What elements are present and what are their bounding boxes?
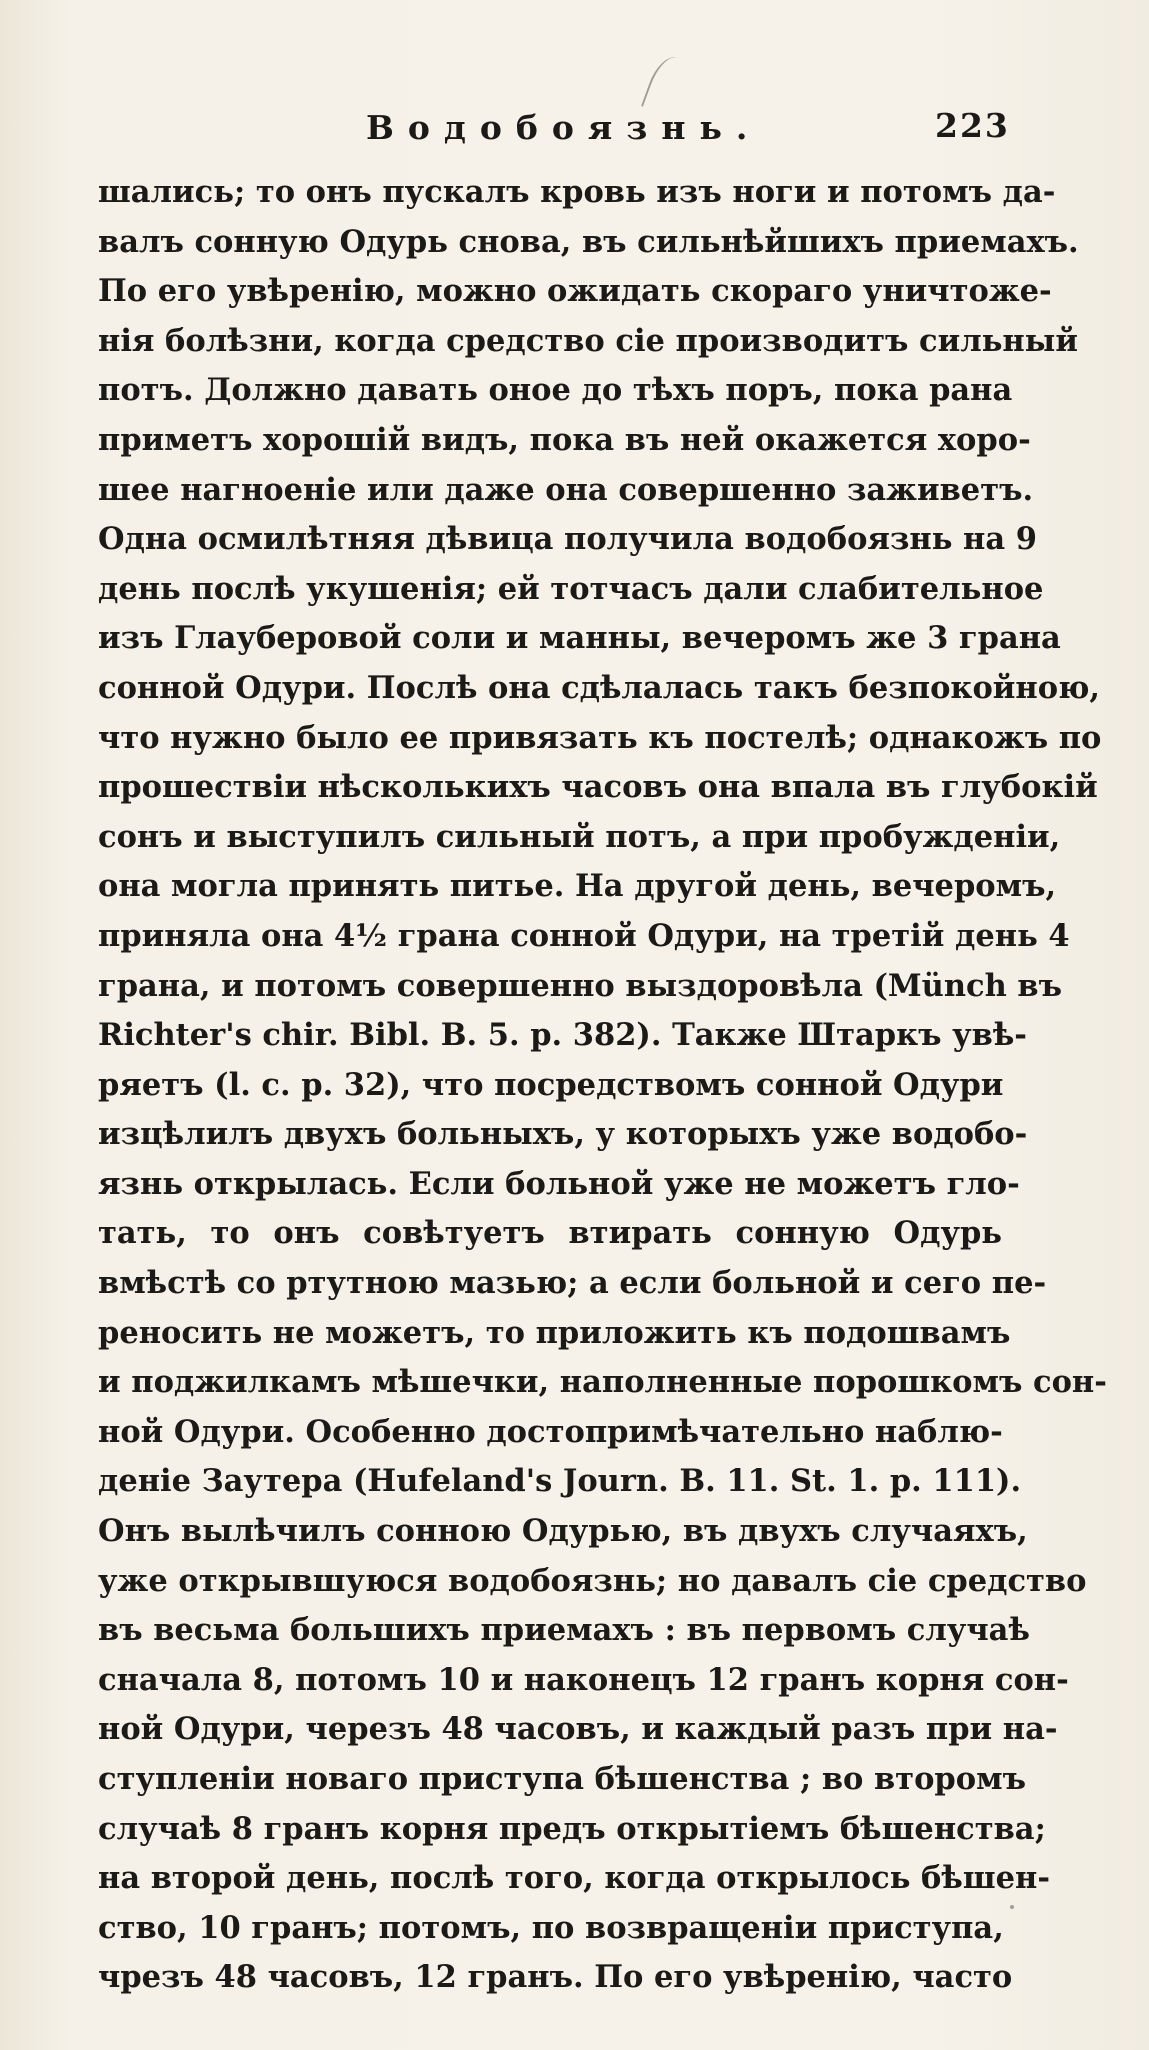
ink-mark — [641, 52, 689, 117]
text-line: уже открывшуюся водобоязнь; но давалъ сіе средство — [98, 1562, 1087, 1599]
text-line: случаѣ 8 гранъ корня предъ открытіемъ бѣшенства; — [98, 1810, 1046, 1847]
page-number: 223 — [935, 106, 1010, 145]
text-line: шее нагноеніе или даже она совершенно заживетъ. — [98, 471, 1034, 508]
text-line: ство, 10 гранъ; потомъ, по возвращеніи приступа, — [98, 1909, 1004, 1946]
text-line: приняла она 4½ грана сонной Одури, на третій день 4 — [98, 917, 1070, 954]
text-line: приметъ хорошій видъ, пока въ ней окажется хоро- — [98, 421, 1031, 458]
text-line: вмѣстѣ со ртутною мазью; а если больной и сего пе- — [98, 1265, 1047, 1302]
text-line: язнь открылась. Если больной уже не можетъ гло- — [98, 1165, 1020, 1202]
text-line: прошествіи нѣсколькихъ часовъ она впала въ глубокій — [98, 769, 1098, 806]
body-text — [98, 168, 1107, 2003]
text-line: она могла принять питье. На другой день, вечеромъ, — [98, 868, 1057, 905]
text-line: изъ Глауберовой соли и манны, вечеромъ же 3 грана — [98, 620, 1061, 657]
text-line: сонъ и выступилъ сильный потъ, а при пробужденіи, — [98, 818, 1061, 855]
paper-speck — [1010, 1905, 1014, 1909]
text-line: чрезъ 48 часовъ, 12 гранъ. По его увѣренію, часто — [98, 1959, 1013, 1996]
text-line: Онъ вылѣчилъ сонною Одурью, въ двухъ случаяхъ, — [98, 1513, 1028, 1550]
text-line: шались; то онъ пускалъ кровь изъ ноги и потомъ да- — [98, 174, 1056, 210]
text-line: ной Одури. Особенно достопримѣчательно наблю- — [98, 1413, 1003, 1450]
text-line: ступленіи новаго приступа бѣшенства ; во второмъ — [98, 1761, 1026, 1797]
text-line: и поджилкамъ мѣшечки, наполненные порошкомъ сон- — [98, 1364, 1107, 1401]
text-line: нія болѣзни, когда средство сіе производитъ сильный — [98, 322, 1078, 359]
text-line: По его увѣренію, можно ожидать скораго уничтоже- — [98, 273, 1052, 310]
text-line: Richter's chir. Bibl. B. 5. p. 382). Также Штаркъ увѣ- — [98, 1017, 1027, 1054]
text-line: изцѣлилъ двухъ больныхъ, у которыхъ уже водобо- — [98, 1116, 1028, 1153]
text-line: валъ сонную Одурь снова, въ сильнѣйшихъ приемахъ. — [98, 223, 1079, 260]
text-line: реносить не можетъ, то приложить къ подошвамъ — [98, 1314, 1011, 1351]
page-header — [0, 108, 1149, 158]
text-line: сначала 8, потомъ 10 и наконецъ 12 гранъ корня сон- — [98, 1661, 1069, 1698]
running-title: Водобоязнь. — [366, 108, 762, 147]
text-line: ряетъ (l. c. p. 32), что посредствомъ сонной Одури — [98, 1066, 1004, 1103]
text-line: сонной Одури. Послѣ она сдѣлалась такъ безпокойною, — [98, 669, 1100, 706]
text-line: деніе Заутера (Hufeland's Journ. B. 11. St. 1. p. 111). — [98, 1463, 1022, 1500]
text-line: Одна осмилѣтняя дѣвица получила водобоязнь на 9 — [98, 521, 1037, 558]
text-line: ной Одури, черезъ 48 часовъ, и каждый разъ при на- — [98, 1711, 1058, 1748]
text-line: грана, и потомъ совершенно выздоровѣла (Münch въ — [98, 967, 1062, 1004]
text-line: въ весьма большихъ приемахъ : въ первомъ случаѣ — [98, 1612, 1030, 1649]
text-line: что нужно было ее привязать къ постелѣ; однакожъ по — [98, 719, 1102, 756]
text-line: тать, то онъ совѣтуетъ втирать сонную Одурь — [98, 1215, 1002, 1252]
text-line: день послѣ укушенія; ей тотчасъ дали слабительное — [98, 570, 1044, 607]
text-line: потъ. Должно давать оное до тѣхъ поръ, пока рана — [98, 372, 1013, 409]
text-line: на второй день, послѣ того, когда открылось бѣшен- — [98, 1860, 1050, 1897]
